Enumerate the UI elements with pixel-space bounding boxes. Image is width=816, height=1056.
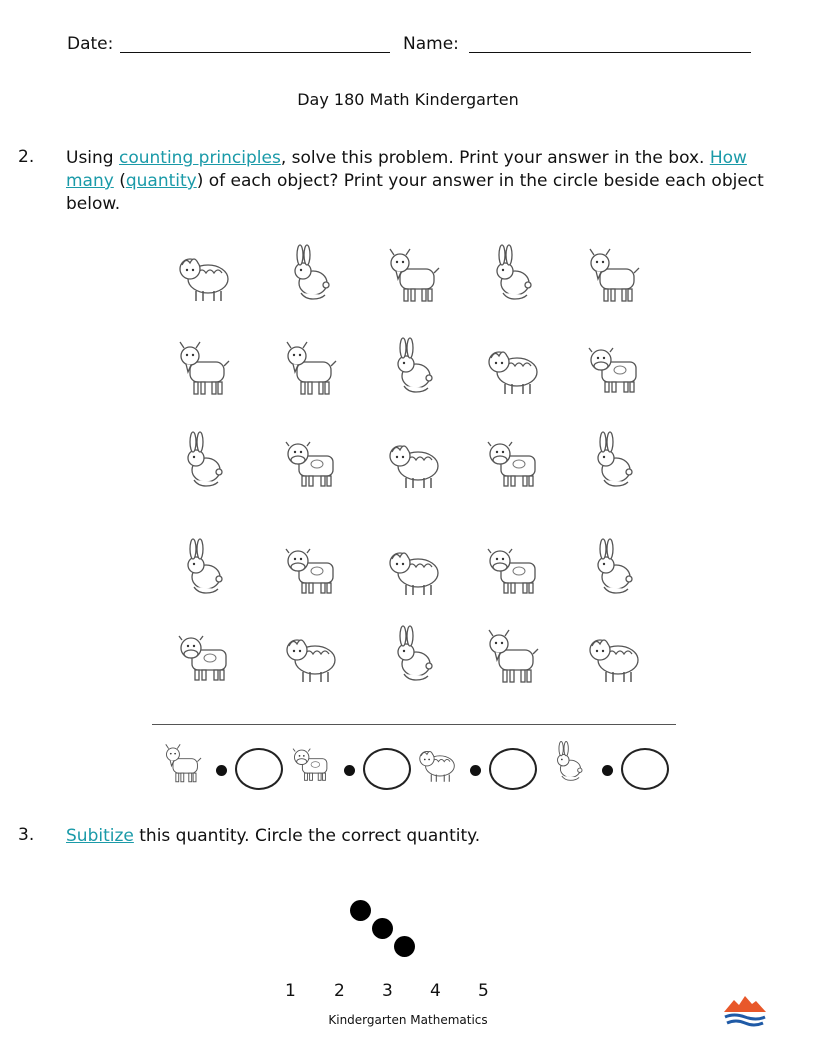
goat-answer-circle[interactable] (235, 748, 283, 790)
goat-icon (172, 336, 236, 400)
footer-text: Kindergarten Mathematics (328, 1013, 488, 1027)
bullet-dot (470, 765, 481, 776)
rabbit-icon (172, 537, 236, 601)
quantity-dot (372, 918, 393, 939)
choice-5[interactable]: 5 (478, 981, 489, 1001)
counting-principles-link[interactable]: counting principles (119, 148, 281, 168)
name-field[interactable] (469, 52, 751, 53)
cow-icon (172, 624, 236, 688)
rabbit-icon (582, 430, 646, 494)
sheep-icon (481, 336, 545, 400)
choice-1[interactable]: 1 (285, 981, 296, 1001)
quantity-link[interactable]: quantity (125, 171, 197, 191)
goat-icon (582, 243, 646, 307)
rabbit-icon (382, 624, 446, 688)
rabbit-icon (481, 243, 545, 307)
rabbit-icon (279, 243, 343, 307)
rabbit-icon (546, 740, 592, 786)
sheep-icon (414, 740, 460, 786)
sheep-icon (279, 624, 343, 688)
goat-icon (279, 336, 343, 400)
divider-line (152, 724, 676, 725)
page-title: Day 180 Math Kindergarten (297, 90, 519, 109)
date-field[interactable] (120, 52, 390, 53)
cow-icon (481, 430, 545, 494)
choice-4[interactable]: 4 (430, 981, 441, 1001)
cow-icon (481, 537, 545, 601)
q3-text: this quantity. Circle the correct quantity. (133, 826, 481, 846)
sheep-icon (172, 243, 236, 307)
question-3-number: 3. (18, 825, 35, 845)
bullet-dot (344, 765, 355, 776)
rabbit-answer-circle[interactable] (621, 748, 669, 790)
question-3-text (66, 825, 480, 848)
q2-text-1: Using (66, 148, 119, 168)
question-2-number: 2. (18, 147, 35, 167)
how-many-link[interactable]: How many (66, 148, 747, 191)
question-2-text (66, 147, 786, 216)
publisher-logo-icon (722, 994, 768, 1028)
sheep-icon (382, 537, 446, 601)
quantity-dot (350, 900, 371, 921)
sheep-icon (382, 430, 446, 494)
goat-icon (160, 740, 206, 786)
quantity-dot (394, 936, 415, 957)
cow-answer-circle[interactable] (363, 748, 411, 790)
cow-icon (279, 537, 343, 601)
q2-text-3: ( (113, 171, 126, 191)
name-label: Name: (403, 34, 459, 54)
bullet-dot (216, 765, 227, 776)
rabbit-icon (172, 430, 236, 494)
rabbit-icon (382, 336, 446, 400)
goat-icon (481, 624, 545, 688)
bullet-dot (602, 765, 613, 776)
sheep-icon (582, 624, 646, 688)
subitize-link[interactable]: Subitize (66, 826, 134, 846)
sheep-answer-circle[interactable] (489, 748, 537, 790)
rabbit-icon (582, 537, 646, 601)
choice-3[interactable]: 3 (382, 981, 393, 1001)
cow-icon (279, 430, 343, 494)
q2-text-2: , solve this problem. Print your answer in the box. (280, 148, 710, 168)
choice-2[interactable]: 2 (334, 981, 345, 1001)
date-label: Date: (67, 34, 114, 54)
goat-icon (382, 243, 446, 307)
cow-icon (582, 336, 646, 400)
cow-icon (288, 740, 334, 786)
q2-text-4: ) of each object? Print your answer in the circle beside each object below. (66, 171, 764, 214)
